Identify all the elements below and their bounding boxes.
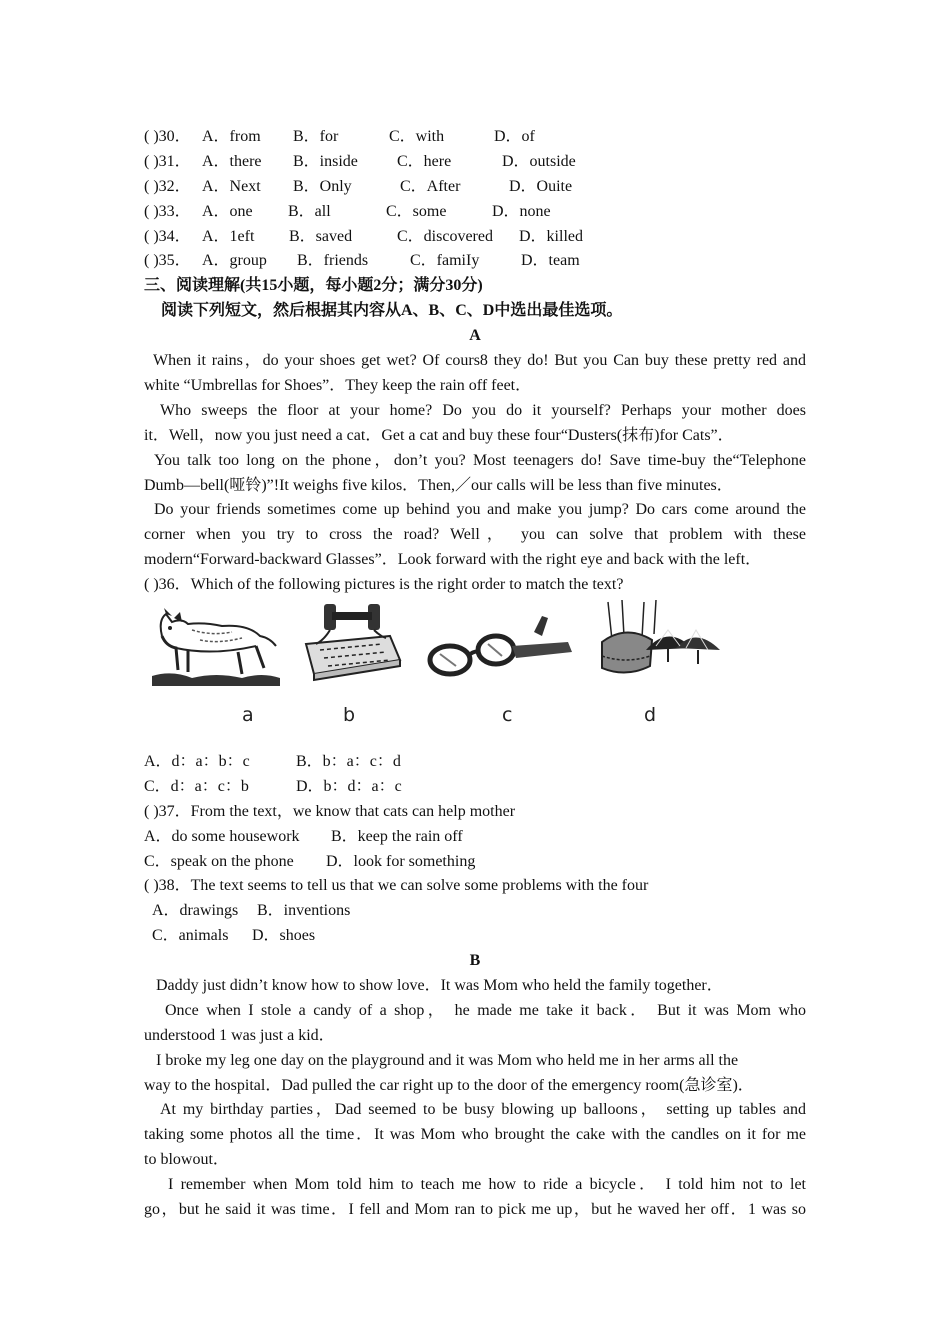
question-number: ( )33． — [144, 202, 191, 220]
exam-content — [144, 125, 806, 1223]
passage-a-p2-line2: it．Well，now you just need a cat．Get a cat and buy these four“Dusters(抹布)for Cats”． — [144, 426, 734, 444]
q38-option-b: B．inventions — [257, 902, 351, 920]
glasses-picture — [426, 610, 574, 680]
q37-options-row1 — [144, 825, 806, 850]
q36-option-a: A．d：a：b：c — [144, 753, 250, 770]
cloze-option-a: A．there — [202, 152, 262, 170]
cloze-option-c: C．After — [400, 177, 461, 195]
q36-option-b: B．b：a：c：d — [296, 753, 401, 770]
question-number: ( )30． — [144, 128, 191, 145]
cloze-option-c: C．here — [397, 152, 452, 170]
q36-option-d: D．b：d：a：c — [296, 777, 402, 795]
cloze-question-row — [144, 125, 806, 150]
passage-b-line6: At my birthday parties，Dad seemed to be busy blowing up balloons， setting up tables and — [160, 1101, 806, 1119]
section-heading: 三、阅读理解(共15小题，每小题2分；满分30分) — [144, 277, 483, 295]
question-36: ( )36．Which of the following pictures is the right order to match the text? — [144, 576, 624, 594]
cloze-option-d: D．Ouite — [509, 177, 573, 195]
q37-option-c: C．speak on the phone — [144, 852, 294, 870]
q36-options-row1 — [144, 750, 806, 775]
q37-options-row2 — [144, 850, 806, 875]
cloze-option-a: A．1eft — [202, 227, 255, 245]
cloze-question-row — [144, 249, 806, 274]
question-number: ( )35． — [144, 252, 191, 270]
picture-label-c: c — [502, 704, 513, 726]
question-37: ( )37．From the text，we know that cats can help mother — [144, 802, 516, 820]
cloze-option-d: D．killed — [519, 227, 583, 245]
cloze-option-a: A．one — [202, 202, 253, 220]
cloze-question-row — [144, 175, 806, 200]
cloze-option-b: B．saved — [289, 227, 353, 245]
telephone-dumbbell-picture — [294, 600, 406, 684]
cloze-question-row — [144, 150, 806, 175]
cloze-option-b: B．for — [293, 128, 339, 145]
question-number: ( )32． — [144, 177, 191, 195]
cloze-option-c: C．some — [386, 202, 447, 220]
shoe-umbrellas-picture — [596, 600, 722, 682]
passage-b-line1: Daddy just didn’t know how to show love．It was Mom who held the family together． — [156, 977, 723, 995]
q38-option-a: A．drawings — [152, 902, 239, 920]
passage-b-line3: understood 1 was just a kid． — [144, 1026, 335, 1044]
q37-option-a: A．do some housework — [144, 827, 300, 845]
cloze-option-c: C．discovered — [397, 227, 493, 245]
cat-picture — [152, 606, 280, 686]
q36-options-row2 — [144, 775, 806, 800]
passage-b-line2: Once when I stole a candy of a shop， he made me take it back． But it was Mom who — [165, 1001, 806, 1019]
passage-a-title: A — [469, 327, 481, 345]
cloze-option-a: A．from — [202, 128, 261, 145]
picture-label-b: b — [343, 704, 356, 726]
cloze-option-b: B．all — [288, 202, 331, 220]
passage-b-line8: to blowout． — [144, 1151, 229, 1169]
q37-option-d: D．look for something — [326, 852, 476, 870]
passage-a-p2-line1: Who sweeps the floor at your home? Do you do it yourself? Perhaps your mother does — [160, 401, 806, 419]
section-instruction: 阅读下列短文，然后根据其内容从A、B、C、D中选出最佳选项。 — [161, 302, 623, 320]
passage-b-line10: go，but he said it was time．I fell and Mom ran to pick me up，but he waved her off．1 was so — [144, 1201, 806, 1219]
cloze-question-row — [144, 225, 806, 250]
passage-b-title: B — [469, 952, 481, 970]
question-36-pictures — [144, 600, 806, 750]
cloze-option-d: D．none — [492, 202, 551, 220]
cloze-option-c: C．famiIy — [410, 252, 480, 270]
passage-a-p1-line2: white “Umbrellas for Shoes”．They keep the rain off feet． — [144, 376, 532, 394]
cloze-option-d: D．of — [494, 128, 535, 145]
passage-a-p3-line1: You talk too long on the phone，don’t you? Most teenagers do! Save time-buy the“Telephone — [154, 451, 806, 469]
cloze-question-row — [144, 200, 806, 225]
q38-options-row2 — [144, 924, 806, 949]
passage-b-line4: I broke my leg one day on the playground and it was Mom who held me in her arms all the — [156, 1051, 739, 1069]
passage-a-p3-line2: Dumb—bell(哑铃)”!It weighs five kilos．Then,／our calls will be less than five minutes． — [144, 476, 733, 494]
passage-a-p4-line3: modern“Forward-backward Glasses”．Look forward with the right eye and back with the left． — [144, 551, 762, 569]
passage-b-line7: taking some photos all the time．It was Mom who brought the cake with the candles on it for me — [144, 1126, 806, 1144]
cloze-option-d: D．team — [521, 252, 580, 270]
passage-a-p1-line1: When it rains，do your shoes get wet? Of cours8 they do! But you Can buy these pretty red and — [153, 352, 806, 370]
cloze-option-b: B．inside — [293, 152, 358, 170]
q38-option-d: D．shoes — [252, 927, 316, 945]
q38-options-row1 — [144, 899, 806, 924]
q37-option-b: B．keep the rain off — [331, 827, 463, 845]
cloze-option-b: B．Only — [293, 177, 352, 195]
q36-option-c: C．d：a：c：b — [144, 777, 249, 795]
picture-label-d: d — [644, 704, 657, 726]
passage-a-p4-line1: Do your friends sometimes come up behind you and make you jump? Do cars come around the — [154, 501, 806, 519]
passage-b-line9: I remember when Mom told him to teach me how to ride a bicycle． I told him not to let — [168, 1176, 806, 1194]
cloze-option-d: D．outside — [502, 152, 576, 170]
cloze-option-b: B．friends — [297, 252, 369, 270]
q38-option-c: C．animals — [152, 927, 229, 945]
question-number: ( )34． — [144, 227, 191, 245]
cloze-option-a: A．Next — [202, 177, 261, 195]
question-number: ( )31． — [144, 152, 191, 170]
cloze-questions — [144, 125, 806, 274]
question-38: ( )38．The text seems to tell us that we can solve some problems with the four — [144, 877, 649, 895]
cloze-option-a: A．group — [202, 252, 267, 270]
picture-label-a: a — [242, 704, 254, 726]
cloze-option-c: C．with — [389, 128, 445, 145]
passage-a-p4-line2: corner when you try to cross the road? Well， you can solve that problem with these — [144, 526, 806, 544]
passage-b-line5: way to the hospital．Dad pulled the car right up to the door of the emergency room(急诊室)． — [144, 1076, 754, 1094]
